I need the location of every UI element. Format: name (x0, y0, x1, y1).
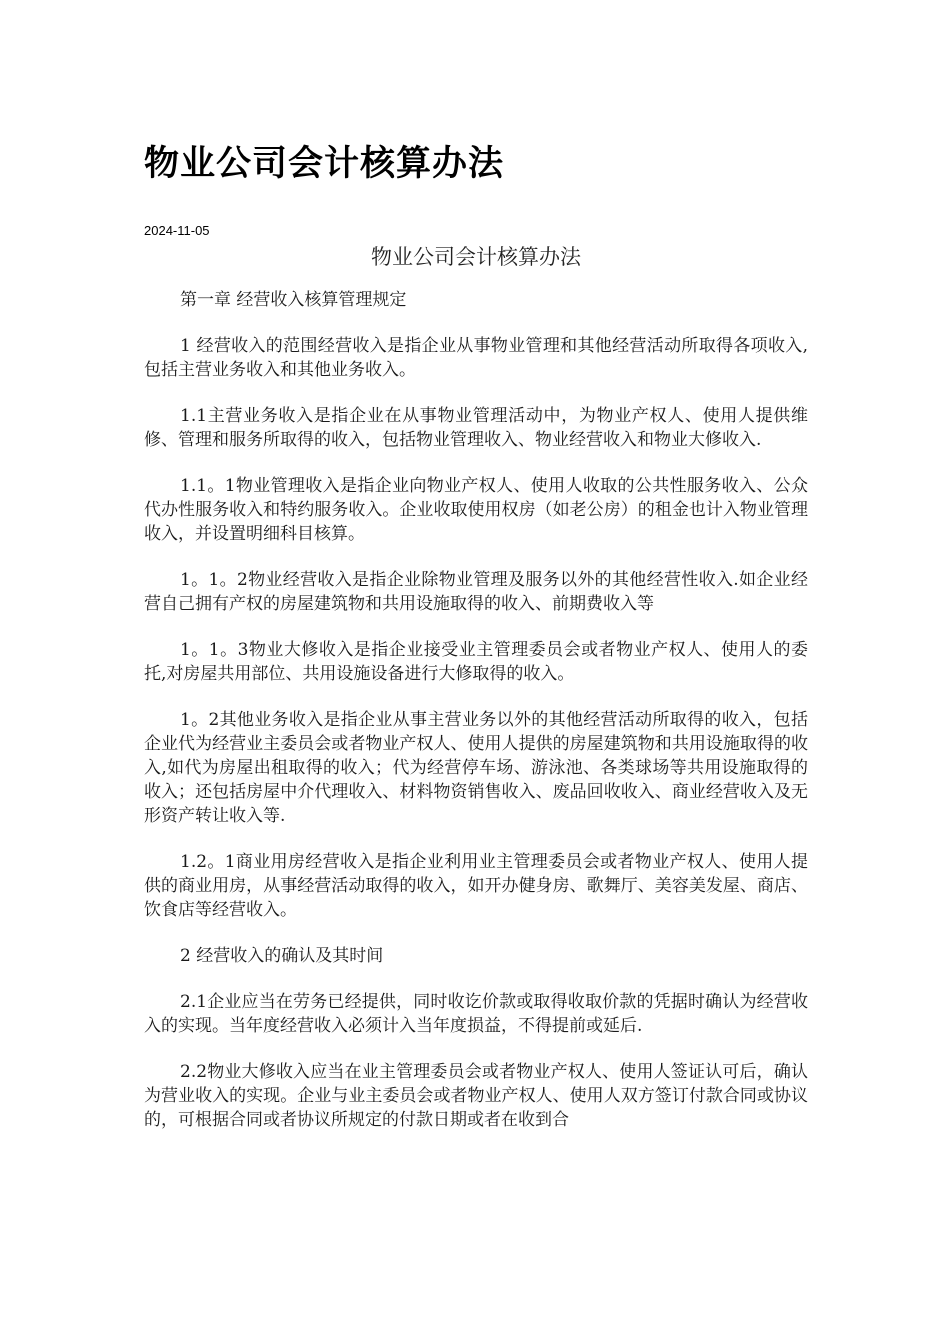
chapter-heading: 第一章 经营收入核算管理规定 (180, 290, 407, 310)
paragraph: 1.1主营业务收入是指企业在从事物业管理活动中，为物业产权人、使用人提供维修、管理和服务所取得的收入，包括物业管理收入、物业经营收入和物业大修收入. (144, 406, 808, 450)
publish-date: 2024-11-05 (144, 223, 210, 238)
paragraph: 1 经营收入的范围经营收入是指企业从事物业管理和其他经营活动所取得各项收入,包括主营业务收入和其他业务收入。 (144, 336, 808, 380)
paragraph: 2.2物业大修收入应当在业主管理委员会或者物业产权人、使用人签证认可后，确认为营业收入的实现。企业与业主委员会或者物业产权人、使用人双方签订付款合同或协议的，可根据合同或者协议所规定的付款日期或者在收到合 (144, 1062, 808, 1130)
paragraph: 1.2。1商业用房经营收入是指企业利用业主管理委员会或者物业产权人、使用人提供的商业用房，从事经营活动取得的收入，如开办健身房、歌舞厅、美容美发屋、商店、饮食店等经营收入。 (144, 852, 808, 920)
paragraph: 1。1。3物业大修收入是指企业接受业主管理委员会或者物业产权人、使用人的委托,对房屋共用部位、共用设施设备进行大修取得的收入。 (144, 640, 808, 684)
document-subtitle: 物业公司会计核算办法 (371, 245, 581, 269)
paragraph: 1。2其他业务收入是指企业从事主营业务以外的其他经营活动所取得的收入，包括企业代为经营业主委员会或者物业产权人、使用人提供的房屋建筑物和共用设施取得的收入,如代为房屋出租取得的收入；代为经营停车场、游泳池、各类球场等共用设施取得的收入；还包括房屋中介代理收入、材料物资销售收入、废品回收收入、商业经营收入及无形资产转让收入等. (144, 710, 808, 826)
document-title: 物业公司会计核算办法 (144, 144, 505, 184)
section-heading: 2 经营收入的确认及其时间 (180, 946, 384, 966)
paragraph: 1。1。2物业经营收入是指企业除物业管理及服务以外的其他经营性收入.如企业经营自己拥有产权的房屋建筑物和共用设施取得的收入、前期费收入等 (144, 570, 808, 614)
paragraph: 2.1企业应当在劳务已经提供，同时收讫价款或取得收取价款的凭据时确认为经营收入的实现。当年度经营收入必须计入当年度损益，不得提前或延后. (144, 992, 808, 1036)
paragraph: 1.1。1物业管理收入是指企业向物业产权人、使用人收取的公共性服务收入、公众代办性服务收入和特约服务收入。企业收取使用权房（如老公房）的租金也计入物业管理收入，并设置明细科目核算。 (144, 476, 808, 544)
document-body (144, 240, 808, 1154)
